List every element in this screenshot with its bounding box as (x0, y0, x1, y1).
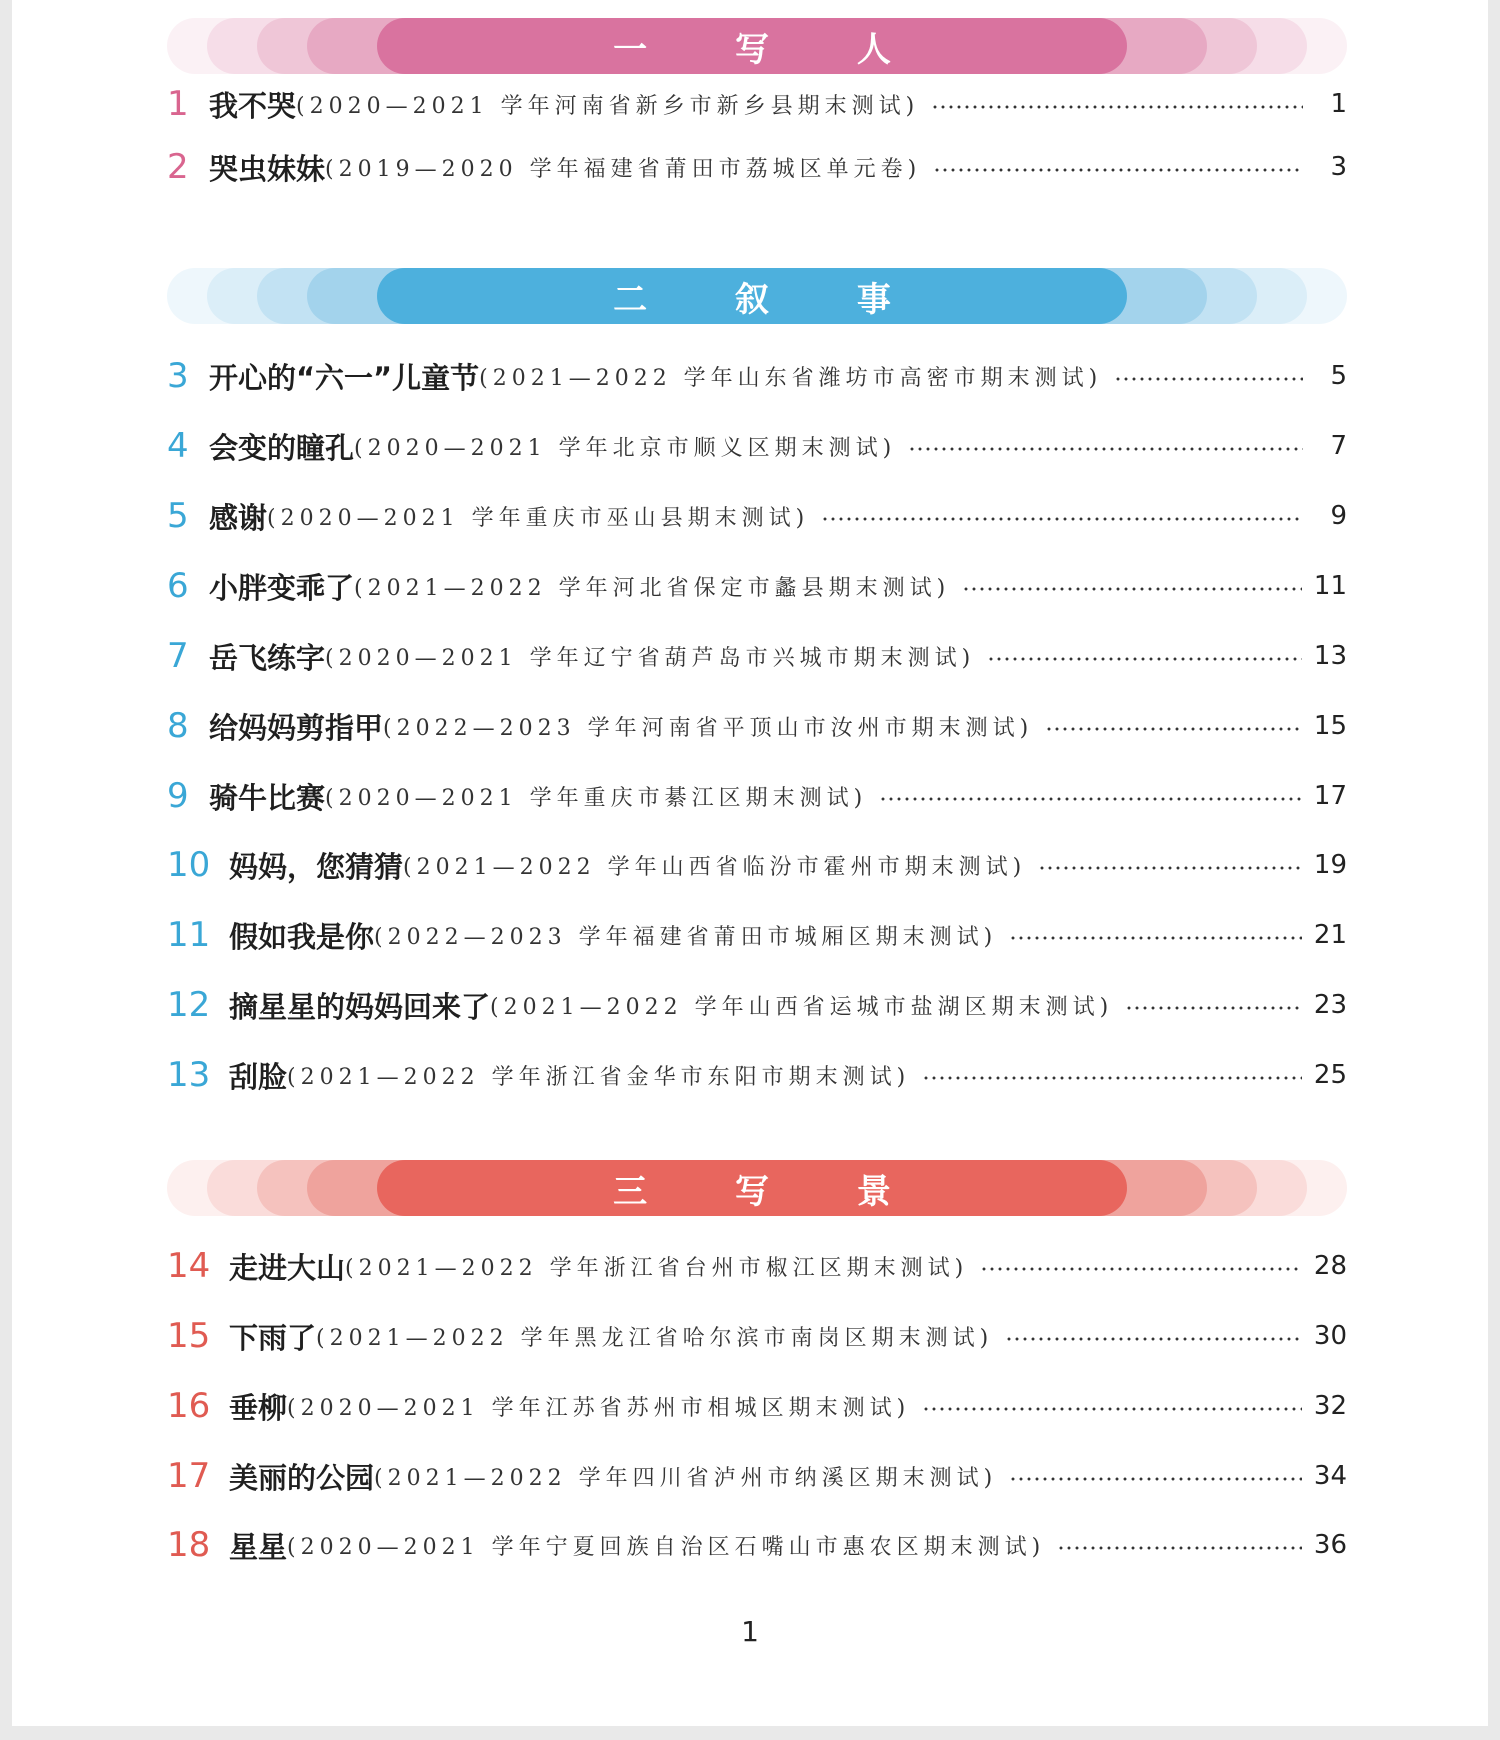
entry-source: (2022—2023 学年福建省莆田市城厢区期末测试) (374, 924, 998, 950)
entry-page: 23 (1313, 990, 1347, 1020)
toc-entry[interactable] (167, 1244, 1347, 1288)
entry-page: 7 (1330, 431, 1347, 461)
leader-dots (1005, 1337, 1302, 1341)
section-banner-1 (167, 18, 1347, 74)
toc-entry[interactable] (167, 82, 1347, 126)
leader-dots (987, 657, 1302, 661)
entry-title: 美丽的公园 (229, 1460, 375, 1495)
leader-dots (922, 1407, 1302, 1411)
entry-title: 骑牛比赛 (209, 780, 326, 815)
leader-dots (1057, 1546, 1302, 1550)
leader-dots (1045, 727, 1302, 731)
toc-entry[interactable] (167, 1454, 1347, 1498)
entry-source: (2021—2022 学年黑龙江省哈尔滨市南岗区期末测试) (316, 1325, 994, 1351)
entry-number: 16 (167, 1386, 211, 1426)
section-heading-3: 三 写 景 (377, 1160, 1127, 1216)
entry-title: 星星 (229, 1529, 288, 1564)
entry-page: 30 (1313, 1321, 1347, 1351)
entry-source: (2021—2022 学年山东省潍坊市高密市期末测试) (479, 365, 1103, 391)
leader-dots (980, 1267, 1302, 1271)
entry-page: 11 (1313, 571, 1347, 601)
entry-number: 13 (167, 1055, 211, 1095)
entry-number: 9 (167, 776, 189, 816)
leader-dots (908, 447, 1303, 451)
entry-number: 12 (167, 985, 211, 1025)
entry-number: 1 (167, 84, 189, 124)
entry-title: 给妈妈剪指甲 (209, 710, 384, 745)
entry-page: 17 (1313, 781, 1347, 811)
entry-source: (2021—2022 学年山西省临汾市霍州市期末测试) (403, 854, 1027, 880)
entry-title: 小胖变乖了 (209, 570, 355, 605)
entry-number: 4 (167, 426, 189, 466)
entry-page: 13 (1313, 641, 1347, 671)
leader-dots (931, 105, 1303, 109)
entry-title: 下雨了 (229, 1320, 317, 1355)
entry-title: 开心的“六一”儿童节 (209, 360, 480, 395)
leader-dots (821, 517, 1303, 521)
entry-title: 哭虫妹妹 (209, 151, 326, 186)
entry-title: 摘星星的妈妈回来了 (229, 989, 491, 1024)
entry-source: (2020—2021 学年重庆市綦江区期末测试) (325, 785, 868, 811)
entry-page: 34 (1313, 1461, 1347, 1491)
entry-page: 25 (1313, 1060, 1347, 1090)
entry-title: 会变的瞳孔 (209, 430, 355, 465)
leader-dots (1125, 1006, 1302, 1010)
toc-entry[interactable] (167, 424, 1347, 468)
entry-source: (2021—2022 学年山西省运城市盐湖区期末测试) (490, 994, 1114, 1020)
toc-entry[interactable] (167, 1053, 1347, 1097)
entry-source: (2020—2021 学年江苏省苏州市相城区期末测试) (287, 1395, 911, 1421)
entry-number: 15 (167, 1316, 211, 1356)
toc-entry[interactable] (167, 1314, 1347, 1358)
toc-entry[interactable] (167, 145, 1347, 189)
entry-number: 7 (167, 636, 189, 676)
toc-entry[interactable] (167, 983, 1347, 1027)
entry-source: (2020—2021 学年重庆市巫山县期末测试) (267, 505, 810, 531)
entry-title: 感谢 (209, 500, 268, 535)
entry-page: 28 (1313, 1251, 1347, 1281)
entry-page: 3 (1330, 152, 1347, 182)
toc-entry[interactable] (167, 913, 1347, 957)
leader-dots (879, 797, 1302, 801)
entry-number: 6 (167, 566, 189, 606)
toc-page (12, 0, 1488, 1726)
entry-source: (2020—2021 学年北京市顺义区期末测试) (354, 435, 897, 461)
toc-entry[interactable] (167, 704, 1347, 748)
entry-number: 8 (167, 706, 189, 746)
entry-title: 妈妈，您猜猜 (229, 849, 404, 884)
toc-entry[interactable] (167, 494, 1347, 538)
entry-number: 10 (167, 845, 211, 885)
entry-title: 岳飞练字 (209, 640, 326, 675)
entry-number: 5 (167, 496, 189, 536)
section-heading-2: 二 叙 事 (377, 268, 1127, 324)
entry-source: (2020—2021 学年河南省新乡市新乡县期末测试) (296, 93, 920, 119)
entry-title: 我不哭 (209, 88, 297, 123)
toc-entry[interactable] (167, 1384, 1347, 1428)
leader-dots (962, 587, 1302, 591)
entry-source: (2021—2022 学年浙江省台州市椒江区期末测试) (345, 1255, 969, 1281)
leader-dots (1114, 377, 1303, 381)
entry-page: 19 (1313, 850, 1347, 880)
toc-entry[interactable] (167, 564, 1347, 608)
entry-number: 11 (167, 915, 211, 955)
entry-page: 21 (1313, 920, 1347, 950)
entry-number: 18 (167, 1525, 211, 1565)
leader-dots (1009, 1477, 1302, 1481)
toc-entry[interactable] (167, 843, 1347, 887)
leader-dots (922, 1076, 1302, 1080)
entry-page: 32 (1313, 1391, 1347, 1421)
entry-source: (2021—2022 学年浙江省金华市东阳市期末测试) (287, 1064, 911, 1090)
entry-number: 2 (167, 147, 189, 187)
toc-entry[interactable] (167, 774, 1347, 818)
entry-page: 36 (1313, 1530, 1347, 1560)
toc-entry[interactable] (167, 1523, 1347, 1567)
entry-source: (2019—2020 学年福建省莆田市荔城区单元卷) (325, 156, 922, 182)
section-banner-2 (167, 268, 1347, 324)
entry-source: (2020—2021 学年辽宁省葫芦岛市兴城市期末测试) (325, 645, 976, 671)
leader-dots (933, 168, 1303, 172)
leader-dots (1038, 866, 1302, 870)
entry-page: 9 (1330, 501, 1347, 531)
entry-source: (2021—2022 学年四川省泸州市纳溪区期末测试) (374, 1465, 998, 1491)
section-heading-1: 一 写 人 (377, 18, 1127, 74)
leader-dots (1009, 936, 1302, 940)
entry-source: (2020—2021 学年宁夏回族自治区石嘴山市惠农区期末测试) (287, 1534, 1046, 1560)
entry-title: 刮脸 (229, 1059, 288, 1094)
entry-source: (2022—2023 学年河南省平顶山市汝州市期末测试) (383, 715, 1034, 741)
entry-number: 3 (167, 356, 189, 396)
entry-page: 15 (1313, 711, 1347, 741)
entry-page: 1 (1330, 89, 1347, 119)
entry-number: 14 (167, 1246, 211, 1286)
toc-entry[interactable] (167, 634, 1347, 678)
entry-title: 垂柳 (229, 1390, 288, 1425)
entry-title: 走进大山 (229, 1250, 346, 1285)
entry-page: 5 (1330, 361, 1347, 391)
entry-title: 假如我是你 (229, 919, 375, 954)
toc-entry[interactable] (167, 354, 1347, 398)
section-banner-3 (167, 1160, 1347, 1216)
page-number: 1 (741, 1615, 759, 1648)
entry-number: 17 (167, 1456, 211, 1496)
entry-source: (2021—2022 学年河北省保定市蠡县期末测试) (354, 575, 951, 601)
